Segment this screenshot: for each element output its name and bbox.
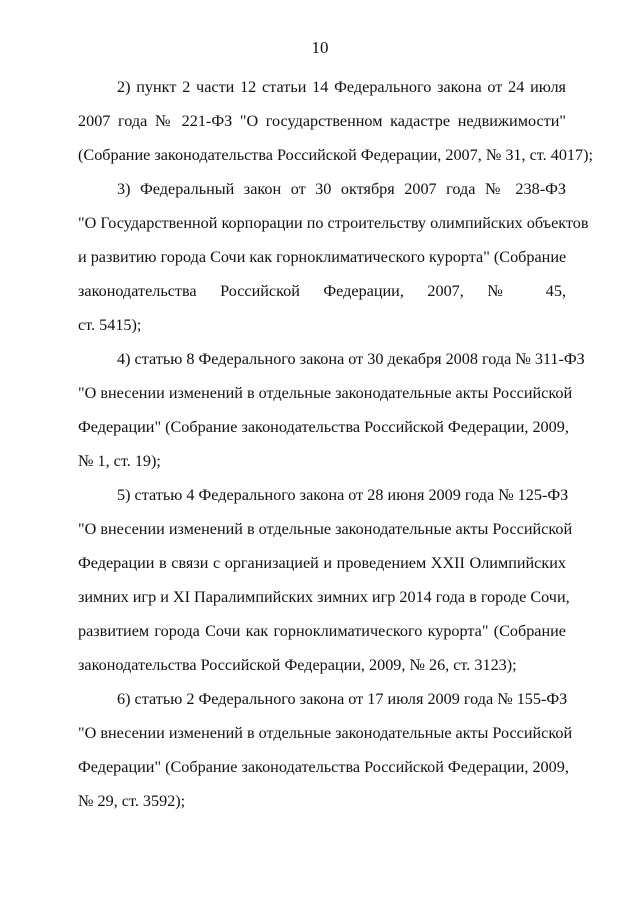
item-3-line-5: ст. 5415);	[78, 316, 142, 334]
item-5-line-5: развитием города Сочи как горноклиматического курорта" (Собрание	[78, 622, 566, 640]
item-4-line-3: Федерации" (Собрание законодательства Российской Федерации, 2009,	[78, 418, 569, 436]
item-4-line-4: № 1, ст. 19);	[78, 452, 161, 470]
item-3-line-2: "О Государственной корпорации по строительству олимпийских объектов	[78, 214, 589, 232]
item-5-line-3: Федерации в связи с организацией и проведением XXII Олимпийских	[78, 554, 566, 572]
item-6-line-3: Федерации" (Собрание законодательства Российской Федерации, 2009,	[78, 758, 569, 776]
item-3-line-4: законодательства Российской Федерации, 2007, № 45,	[78, 282, 566, 300]
item-2-line-1: 2) пункт 2 части 12 статьи 14 Федерального закона от 24 июля	[117, 78, 566, 96]
item-5-line-4: зимних игр и XI Паралимпийских зимних игр 2014 года в городе Сочи,	[78, 588, 570, 606]
item-5-line-2: "О внесении изменений в отдельные законодательные акты Российской	[78, 520, 573, 538]
item-5-line-6: законодательства Российской Федерации, 2009, № 26, ст. 3123);	[78, 656, 517, 674]
item-5-line-1: 5) статью 4 Федерального закона от 28 июня 2009 года № 125-ФЗ	[117, 486, 569, 504]
item-4-line-2: "О внесении изменений в отдельные законодательные акты Российской	[78, 384, 573, 402]
item-3-line-1: 3) Федеральный закон от 30 октября 2007 года № 238-ФЗ	[117, 180, 566, 198]
item-3-line-3: и развитию города Сочи как горноклиматического курорта" (Собрание	[78, 248, 567, 266]
page-number: 10	[311, 38, 329, 57]
item-2-line-2: 2007 года № 221-ФЗ "О государственном кадастре недвижимости"	[78, 112, 566, 130]
item-6-line-4: № 29, ст. 3592);	[78, 792, 186, 810]
item-6-line-1: 6) статью 2 Федерального закона от 17 июля 2009 года № 155-ФЗ	[117, 690, 568, 708]
item-6-line-2: "О внесении изменений в отдельные законодательные акты Российской	[78, 724, 573, 742]
item-4-line-1: 4) статью 8 Федерального закона от 30 декабря 2008 года № 311-ФЗ	[117, 350, 585, 368]
item-2-line-3: (Собрание законодательства Российской Федерации, 2007, № 31, ст. 4017);	[78, 146, 594, 164]
